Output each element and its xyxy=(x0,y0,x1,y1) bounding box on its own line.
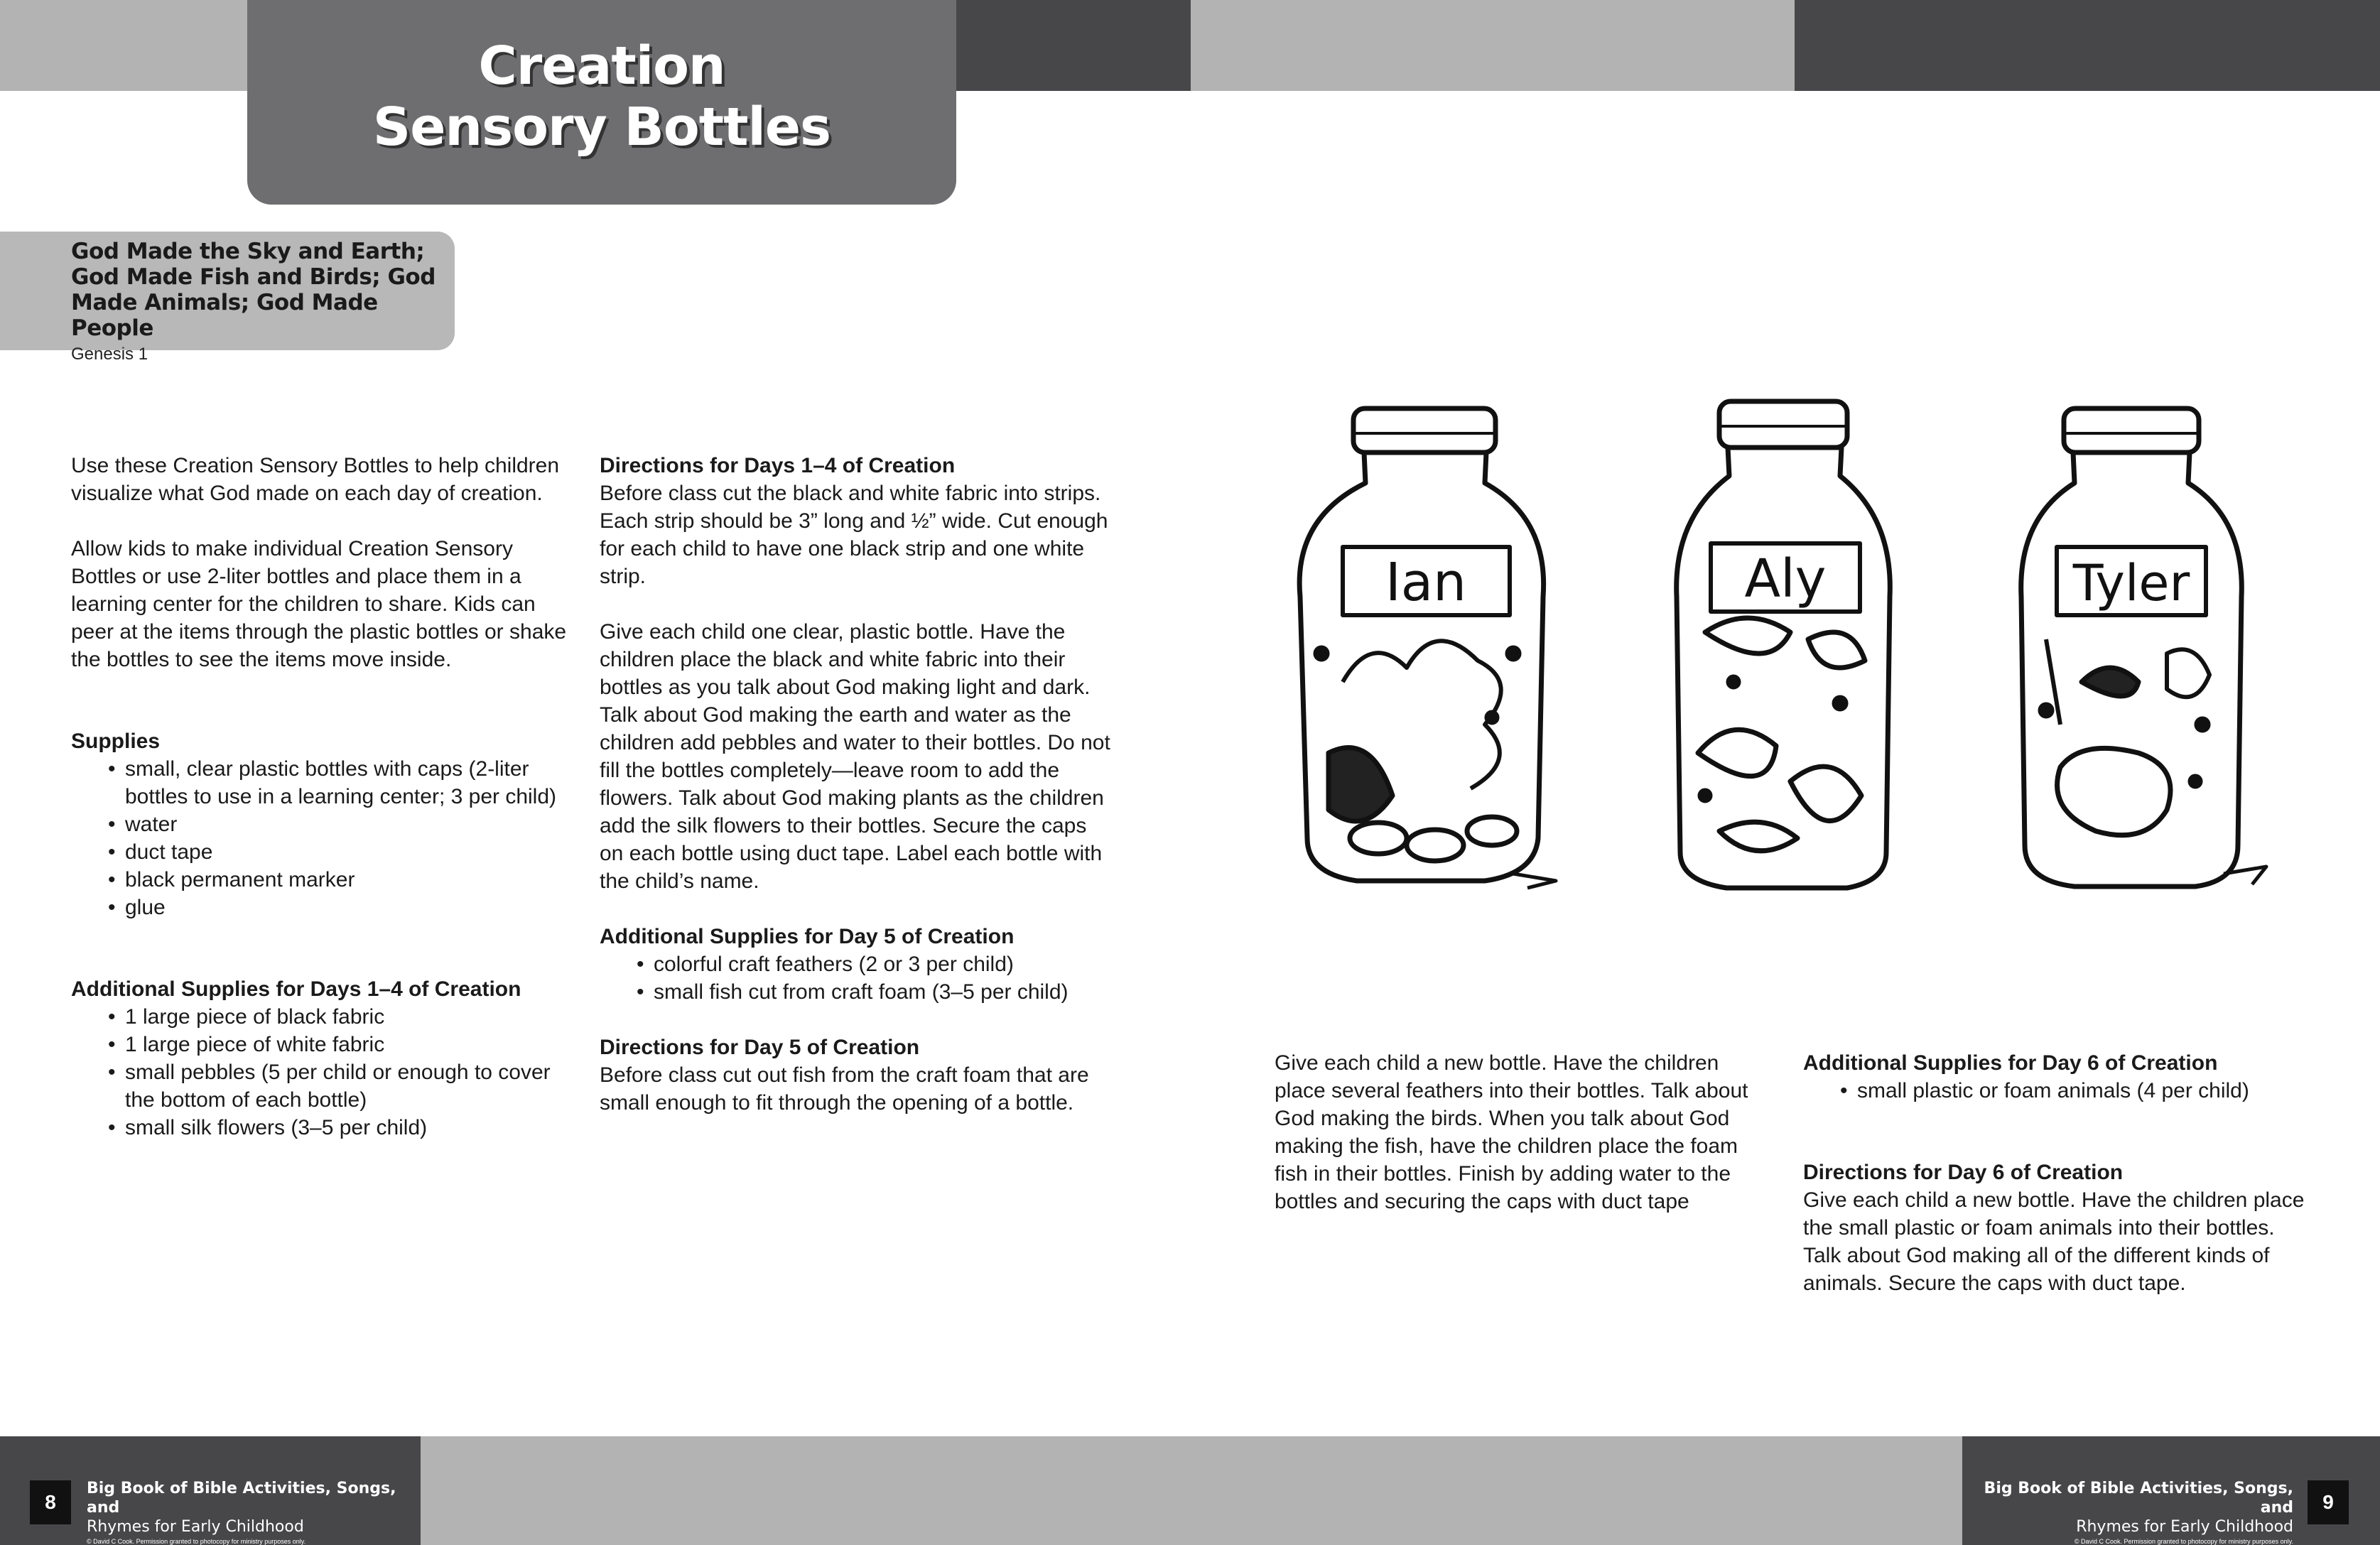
bottle-aly xyxy=(1677,401,1891,888)
column-directions xyxy=(600,452,1111,1117)
intro-paragraph-2: Allow kids to make individual Creation Sensory Bottles or use 2-liter bottles and place them in a learning center for the children to share. Kids can peer at the items through the plastic bottles or shake the bottles to see the items move inside. xyxy=(71,537,567,671)
footer-book-line-1: Big Book of Bible Activities, Songs, and xyxy=(1984,1480,2293,1517)
footer-book-line-1: Big Book of Bible Activities, Songs, and xyxy=(87,1480,396,1517)
column-day-5-directions xyxy=(1275,1049,1772,1215)
list-item: • 1 large piece of white fabric xyxy=(125,1031,583,1058)
bottle-tyler xyxy=(2021,408,2266,887)
bottle-label-tyler: Tyler xyxy=(2072,554,2190,612)
footer-book-line-2: Rhymes for Early Childhood xyxy=(2076,1518,2293,1536)
story-tab xyxy=(0,232,455,364)
footer-bar-middle xyxy=(421,1436,1962,1545)
list-item: • black permanent marker xyxy=(125,866,583,894)
column-intro xyxy=(71,452,583,1142)
title-line-2: Sensory Bottles xyxy=(372,97,831,158)
supplies-heading: Supplies xyxy=(71,730,161,753)
list-item: • glue xyxy=(125,894,583,921)
additional-supplies-list xyxy=(71,1003,583,1142)
supplies-list xyxy=(71,755,583,921)
supplies-day-6-heading: Additional Supplies for Day 6 of Creation xyxy=(1803,1051,2218,1075)
list-item: • colorful craft feathers (2 or 3 per child) xyxy=(654,950,1111,978)
directions-day-5-p2: Give each child a new bottle. Have the children place several feathers into their bottles. Talk about God making the birds. When you talk about God making the fish, have the children place the foam fish in their bottles. Finish by adding water to the bottles and securing the caps with duct tape xyxy=(1275,1051,1748,1213)
supplies-day-5-heading: Additional Supplies for Day 5 of Creation xyxy=(600,925,1015,948)
page-number-left: 8 xyxy=(30,1480,71,1524)
directions-days-1-4-p1: Before class cut the black and white fabric into strips. Each strip should be 3” long and ½” wide. Cut enough for each child to have one black strip and one white strip. xyxy=(600,482,1108,588)
directions-day-5-p1: Before class cut out fish from the craft foam that are small enough to fit through the opening of a bottle. xyxy=(600,1063,1089,1115)
directions-day-5-heading: Directions for Day 5 of Creation xyxy=(600,1036,920,1059)
supplies-day-5-list xyxy=(600,950,1111,1006)
footer-book-title-left xyxy=(87,1479,413,1545)
story-title xyxy=(71,239,455,341)
page-title xyxy=(247,36,956,158)
list-item: • small pebbles (5 per child or enough to cover the bottom of each bottle) xyxy=(125,1058,583,1114)
footer-book-title-right xyxy=(1967,1479,2293,1545)
sensory-bottles-illustration xyxy=(1279,384,2344,952)
title-line-1: Creation xyxy=(478,36,725,97)
footer-copyright: © David C Cook. Permission granted to photocopy for ministry purposes only. xyxy=(87,1538,306,1545)
top-bar-dark-right xyxy=(1795,0,2380,91)
intro-paragraph-1: Use these Creation Sensory Bottles to help children visualize what God made on each day of creation. xyxy=(71,454,560,505)
bottle-ian xyxy=(1299,408,1556,888)
top-bar-dark-left xyxy=(956,0,1191,91)
list-item: • small fish cut from craft foam (3–5 per child) xyxy=(654,978,1111,1006)
list-item: • small plastic or foam animals (4 per child) xyxy=(1857,1077,2315,1105)
top-bar-right xyxy=(1191,0,1795,91)
list-item: • small silk flowers (3–5 per child) xyxy=(125,1114,583,1142)
list-item: • small, clear plastic bottles with caps (2-liter bottles to use in a learning center; 3 per child) xyxy=(125,755,583,811)
page-number-right: 9 xyxy=(2308,1480,2349,1524)
directions-days-1-4-p2: Give each child one clear, plastic bottle. Have the children place the black and white fabric into their bottles as you talk about God making light and dark. Talk about God making the earth and water as the children add pebbles and water to their bottles. Do not fill the bottles completely—leave room to add the flowers. Talk about God making plants as the children add the silk flowers to their bottles. Secure the caps on each bottle using duct tape. Label each bottle with the child’s name. xyxy=(600,620,1110,893)
additional-supplies-heading: Additional Supplies for Days 1–4 of Creation xyxy=(71,977,521,1001)
supplies-day-6-list xyxy=(1803,1077,2315,1105)
scripture-reference: Genesis 1 xyxy=(71,345,148,364)
story-title-line-3: Made Animals; God Made People xyxy=(71,290,378,341)
title-tab xyxy=(247,0,956,205)
story-title-line-2: God Made Fish and Birds; God xyxy=(71,264,436,290)
directions-day-6-p1: Give each child a new bottle. Have the children place the small plastic or foam animals into their bottles. Talk about God making all of the different kinds of animals. Secure the caps with duct tape. xyxy=(1803,1188,2305,1295)
list-item: • duct tape xyxy=(125,838,583,866)
story-title-line-1: God Made the Sky and Earth; xyxy=(71,239,425,264)
column-day-6 xyxy=(1803,1049,2315,1297)
directions-day-6-heading: Directions for Day 6 of Creation xyxy=(1803,1161,2124,1184)
directions-days-1-4-heading: Directions for Days 1–4 of Creation xyxy=(600,454,956,477)
footer-book-line-2: Rhymes for Early Childhood xyxy=(87,1518,304,1536)
footer-copyright: © David C Cook. Permission granted to photocopy for ministry purposes only. xyxy=(2074,1538,2293,1545)
bottle-label-ian: Ian xyxy=(1385,552,1467,613)
bottle-label-aly: Aly xyxy=(1744,548,1827,609)
list-item: • 1 large piece of black fabric xyxy=(125,1003,583,1031)
list-item: • water xyxy=(125,811,583,838)
